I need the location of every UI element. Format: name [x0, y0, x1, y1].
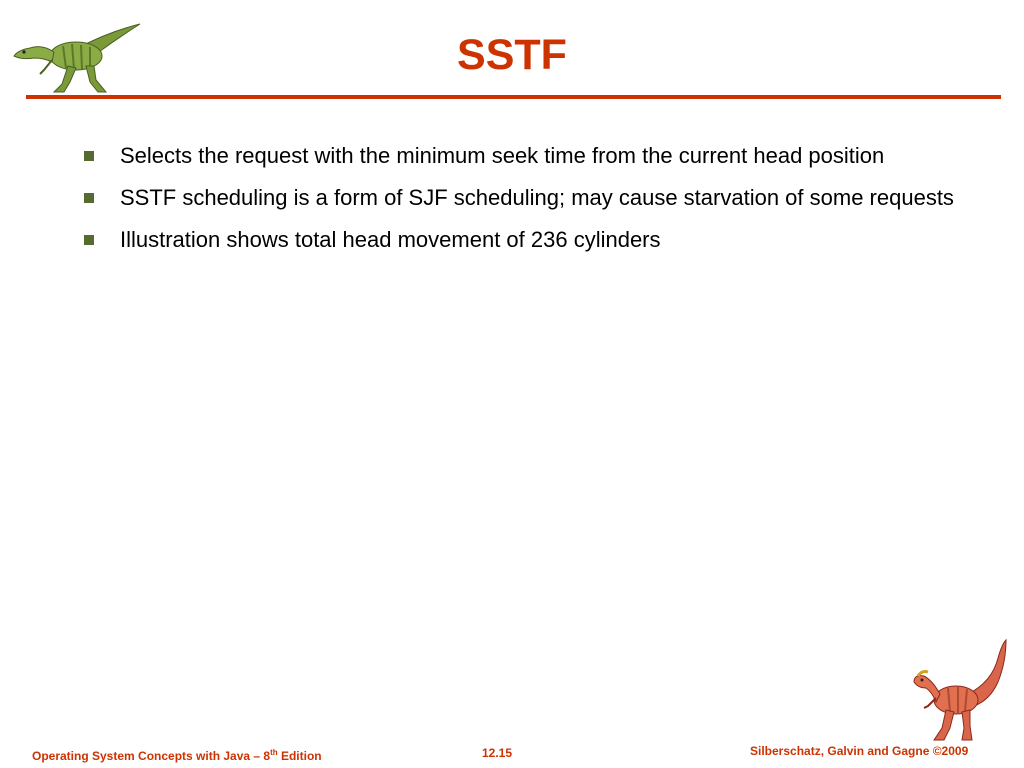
footer-book-title: Operating System Concepts with Java – 8th Edition — [32, 748, 322, 763]
slide-title: SSTF — [457, 31, 567, 79]
bullet-item — [84, 224, 964, 255]
red-dinosaur-icon — [910, 636, 1010, 744]
bullet-item — [84, 140, 964, 171]
bullet-text: Illustration shows total head movement of 236 cylinders — [120, 227, 661, 252]
square-bullet-icon — [84, 193, 94, 203]
page-number: 12.15 — [482, 746, 513, 760]
square-bullet-icon — [84, 235, 94, 245]
bullet-text: Selects the request with the minimum seek time from the current head position — [120, 143, 885, 168]
footer-authors: Silberschatz, Galvin and Gagne ©2009 — [750, 744, 969, 758]
title-divider — [26, 95, 1001, 99]
bullet-item — [84, 182, 964, 213]
square-bullet-icon — [84, 151, 94, 161]
bullet-text: SSTF scheduling is a form of SJF scheduling; may cause starvation of some requests — [120, 185, 954, 210]
bullet-list — [84, 140, 964, 266]
